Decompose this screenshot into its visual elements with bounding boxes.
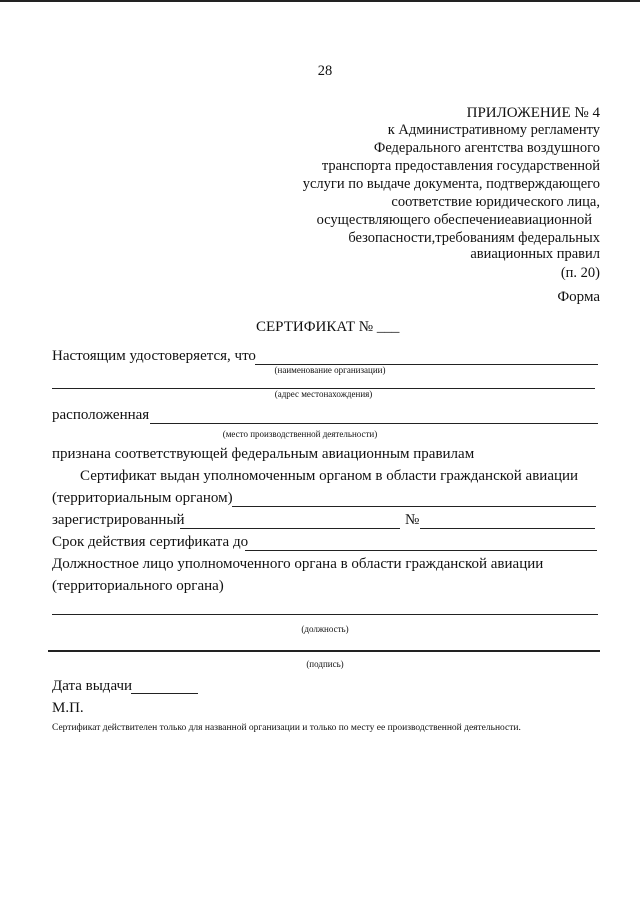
registered-field[interactable] bbox=[180, 528, 400, 529]
certify-text: Настоящим удостоверяется, что bbox=[52, 348, 256, 364]
registered-label: зарегистрированный bbox=[52, 512, 185, 528]
issuing-authority-field[interactable] bbox=[232, 506, 596, 507]
appendix-line: авиационных правил bbox=[470, 246, 600, 262]
stamp-label: М.П. bbox=[52, 700, 84, 716]
appendix-clause: (п. 20) bbox=[560, 265, 600, 281]
caption-signature: (подпись) bbox=[306, 659, 344, 669]
appendix-line: осуществляющего обеспечениеавиационной bbox=[316, 212, 592, 228]
appendix-line: безопасности,требованиям федеральных bbox=[348, 230, 600, 246]
page-number: 28 bbox=[317, 63, 333, 79]
appendix-title: ПРИЛОЖЕНИЕ № 4 bbox=[466, 105, 600, 121]
validity-label: Срок действия сертификата до bbox=[52, 534, 249, 550]
caption-position: (должность) bbox=[301, 624, 349, 634]
position-field[interactable] bbox=[52, 614, 598, 615]
issued-line-2: (территориальным органом) bbox=[52, 490, 233, 506]
registration-number-field[interactable] bbox=[420, 528, 595, 529]
form-label: Форма bbox=[557, 289, 600, 305]
appendix-line: услуги по выдаче документа, подтверждающего bbox=[302, 176, 600, 192]
page-top-border bbox=[0, 0, 640, 2]
caption-org-name: (наименование организации) bbox=[274, 365, 386, 375]
number-sign: № bbox=[405, 512, 420, 528]
issue-date-field[interactable] bbox=[131, 693, 198, 694]
footnote: Сертификат действителен только для названной организации и только по месту ее производственной деятельности. bbox=[52, 723, 521, 733]
official-line-1: Должностное лицо уполномоченного органа в области гражданской авиации bbox=[52, 556, 544, 572]
recognized-text: признана соответствующей федеральным авиационным правилам bbox=[52, 446, 475, 462]
official-line-2: (территориального органа) bbox=[52, 578, 224, 594]
appendix-line: Федерального агентства воздушного bbox=[373, 140, 600, 156]
appendix-line: к Административному регламенту bbox=[387, 122, 600, 138]
issued-line-1: Сертификат выдан уполномоченным органом в области гражданской авиации bbox=[80, 468, 579, 484]
located-label: расположенная bbox=[52, 407, 150, 423]
appendix-line: транспорта предоставления государственной bbox=[321, 158, 600, 174]
caption-activity-place: (место производственной деятельности) bbox=[222, 429, 378, 439]
activity-place-field[interactable] bbox=[150, 423, 598, 424]
validity-date-field[interactable] bbox=[245, 550, 597, 551]
issue-date-label: Дата выдачи bbox=[52, 678, 133, 694]
caption-address: (адрес местонахождения) bbox=[274, 389, 373, 399]
appendix-line: соответствие юридического лица, bbox=[391, 194, 600, 210]
certificate-title: СЕРТИФИКАТ № ___ bbox=[256, 319, 400, 335]
signature-field[interactable] bbox=[48, 650, 600, 652]
